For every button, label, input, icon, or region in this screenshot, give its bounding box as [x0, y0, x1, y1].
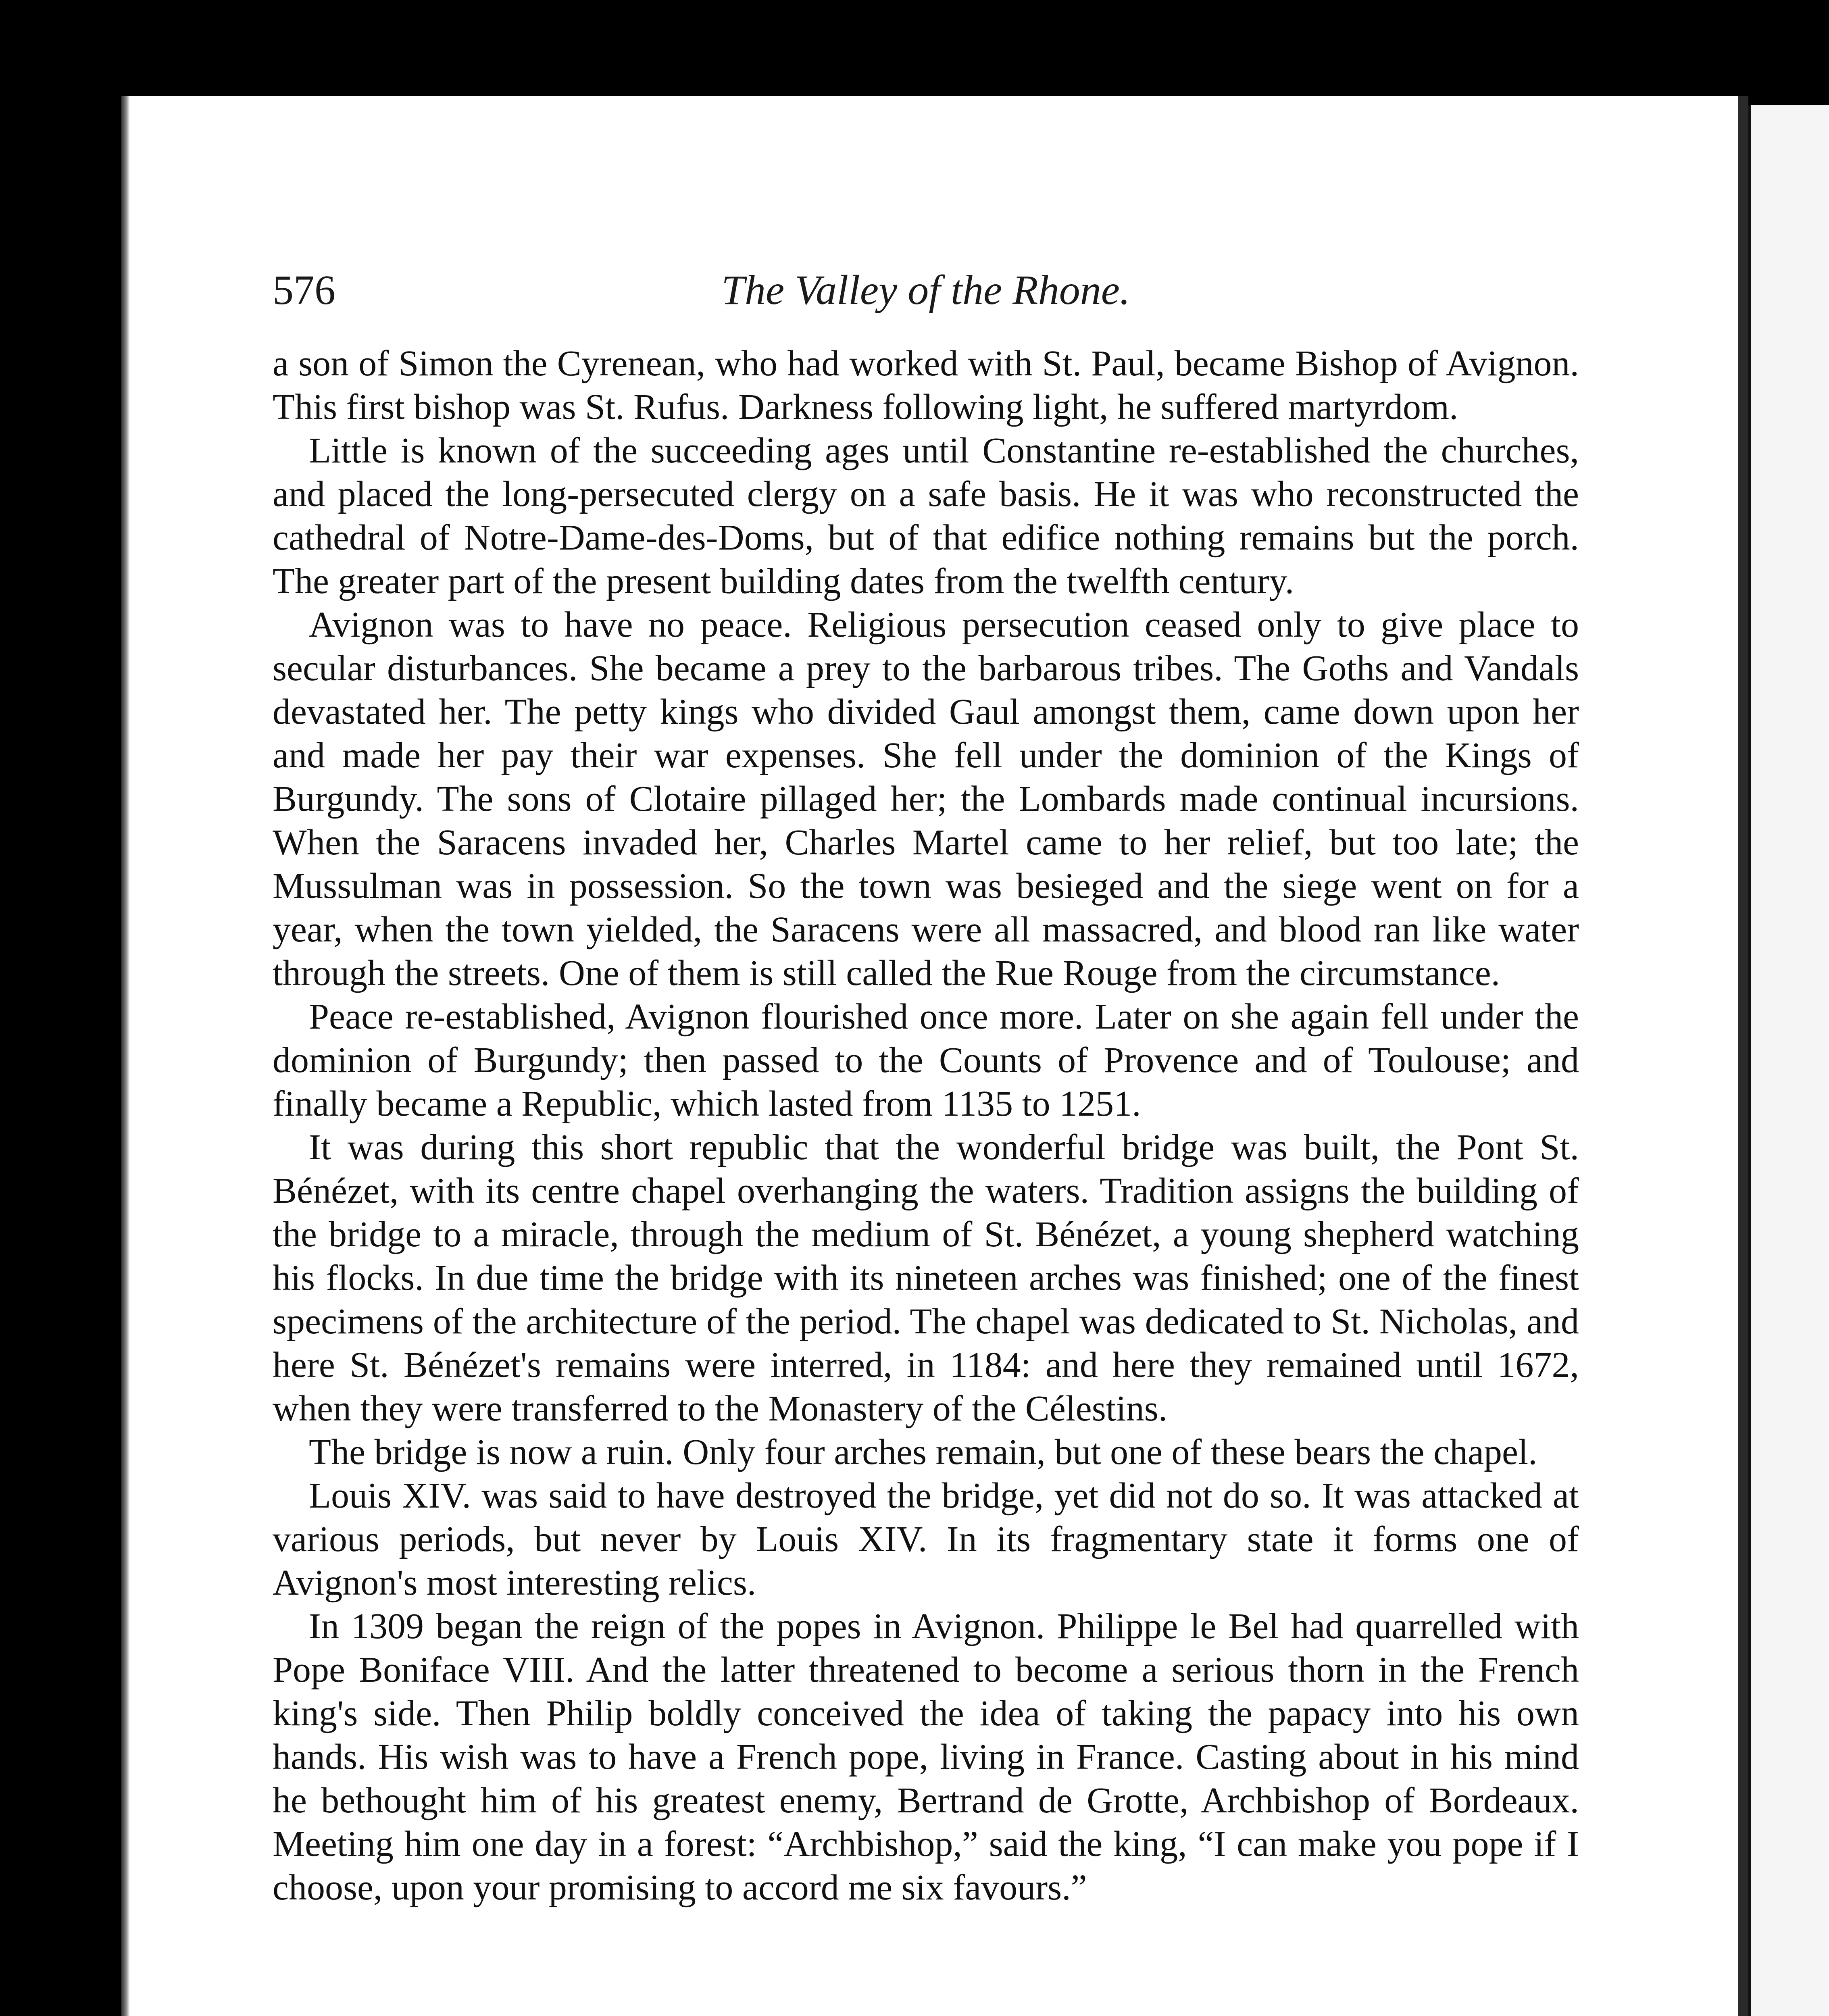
running-header	[273, 266, 1579, 323]
paragraph: It was during this short republic that the wonderful bridge was built, the Pont St. Bénézet, with its centre chapel overhanging the waters. Tradition assigns the building of the bridge to a miracle, through the medium of St. Bénézet, a young shepherd watching his flocks. In due time the bridge with its nineteen arches was finished; one of the finest specimens of the architecture of the period. The chapel was dedicated to St. Nicholas, and here St. Bénézet's remains were interred, in 1184: and here they remained until 1672, when they were transferred to the Monastery of the Célestins.	[273, 1127, 1579, 1429]
running-title: The Valley of the Rhone.	[721, 267, 1130, 313]
paragraph: The bridge is now a ruin. Only four arches remain, but one of these bears the chapel.	[309, 1432, 1537, 1472]
paragraph: Louis XIV. was said to have destroyed the bridge, yet did not do so. It was attacked at various periods, but never by Louis XIV. In its fragmentary state it forms one of Avignon's most interesting relics.	[273, 1476, 1579, 1603]
paragraph: Avignon was to have no peace. Religious persecution ceased only to give place to secular disturbances. She became a prey to the barbarous tribes. The Goths and Vandals devastated her. The petty kings who divided Gaul amongst them, came down upon her and made her pay their war expenses. She fell under the dominion of the Kings of Burgundy. The sons of Clotaire pillaged her; the Lombards made continual incursions. When the Saracens invaded her, Charles Martel came to her relief, but too late; the Mussulman was in possession. So the town was besieged and the siege went on for a year, when the town yielded, the Saracens were all massacred, and blood ran like water through the streets. One of them is still called the Rue Rouge from the circumstance.	[273, 605, 1579, 993]
body-text	[273, 342, 1579, 1910]
paragraph: a son of Simon the Cyrenean, who had worked with St. Paul, became Bishop of Avignon. This first bishop was St. Rufus. Darkness following light, he suffered martyrdom.	[273, 344, 1579, 427]
paragraph: Peace re-established, Avignon flourished once more. Later on she again fell under the dominion of Burgundy; then passed to the Counts of Provence and of Toulouse; and finally became a Republic, which lasted from 1135 to 1251.	[273, 997, 1579, 1124]
paragraph: In 1309 began the reign of the popes in Avignon. Philippe le Bel had quarrelled with Pope Boniface VIII. And the latter threatened to become a serious thorn in the French king's side. Then Philip boldly conceived the idea of taking the papacy into his own hands. His wish was to have a French pope, living in France. Casting about in his mind he bethought him of his greatest enemy, Bertrand de Grotte, Archbishop of Bordeaux. Meeting him one day in a forest: “Archbishop,” said the king, “I can make you pope if I choose, upon your promising to accord me six favours.”	[273, 1606, 1579, 1908]
page-gutter	[1738, 96, 1748, 2016]
facing-page-edge	[1748, 105, 1829, 2016]
page-binding-shadow	[121, 96, 130, 2016]
page-number: 576	[273, 267, 335, 313]
paragraph: Little is known of the succeeding ages until Constantine re-established the churches, and placed the long-persecuted clergy on a safe basis. He it was who reconstructed the cathedral of Notre-Dame-des-Doms, but of that edifice nothing remains but the porch. The greater part of the present building dates from the twelfth century.	[273, 431, 1579, 601]
